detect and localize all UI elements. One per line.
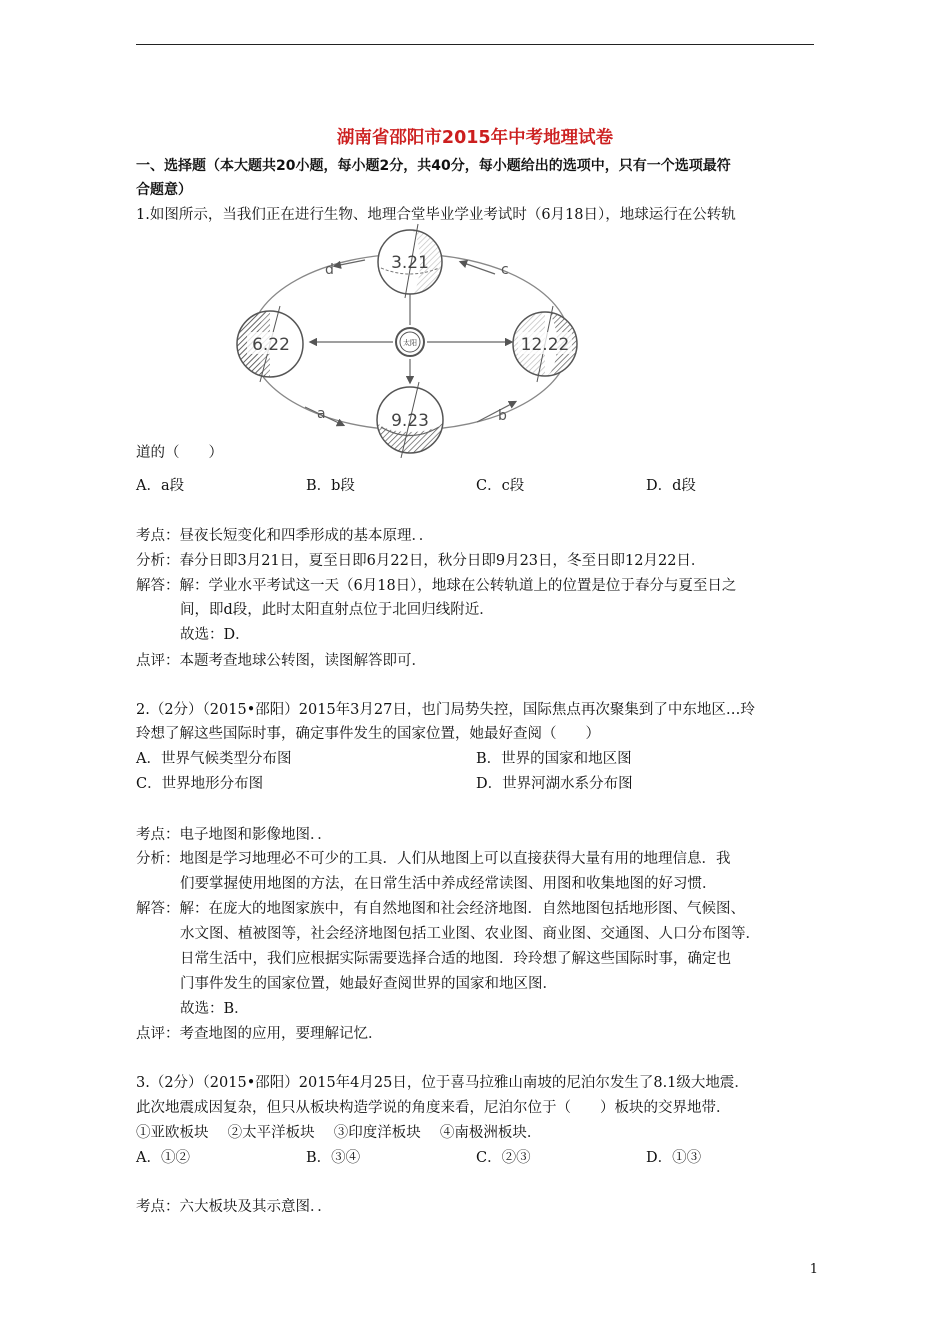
q1-fenxi: 分析：春分日即3月21日，夏至日即6月22日，秋分日即9月23日，冬至日即12月22日． (136, 553, 706, 569)
q3-option-c: C．②③ (476, 1150, 531, 1166)
q1-kaodian: 考点：昼夜长短变化和四季形成的基本原理．． (136, 528, 434, 544)
q3-kaodian: 考点：六大板块及其示意图．． (136, 1199, 332, 1215)
q2-stem-cont: 玲想了解这些国际时事，确定事件发生的国家位置，她最好查阅（ ） (136, 726, 600, 742)
q2-stem: 2.（2分）（2015•邵阳）2015年3月27日，也门局势失控，国际焦点再次聚集到了中东地区…玲 (136, 702, 755, 718)
earth-march-21 (378, 224, 442, 298)
orbit-arrow-b (477, 402, 515, 422)
q3-option-d: D．①③ (646, 1150, 702, 1166)
segment-label-b: b (498, 408, 507, 424)
q2-option-c: C．世界地形分布图 (136, 776, 264, 792)
q2-option-d: D．世界河湖水系分布图 (476, 776, 633, 792)
q1-option-c: C．c段 (476, 478, 525, 494)
q2-fenxi-cont: 们要掌握使用地图的方法，在日常生活中养成经常读图、用图和收集地图的好习惯． (180, 876, 717, 892)
earth-september-23 (377, 382, 443, 458)
segment-label-a: a (317, 406, 326, 422)
page-number: 1 (809, 1262, 818, 1277)
q2-jieda-line3: 日常生活中，我们应根据实际需要选择合适的地图．玲玲想了解这些国际时事，确定也 (180, 951, 731, 967)
q1-answer: 故选：D． (180, 627, 250, 643)
segment-label-c: c (501, 262, 509, 278)
q2-jieda: 解答：解：在庞大的地图家族中，有自然地图和社会经济地图．自然地图包括地形图、气候图、 (136, 901, 745, 917)
q2-fenxi: 分析：地图是学习地理必不可少的工具．人们从地图上可以直接获得大量有用的地理信息．我 (136, 851, 731, 867)
q2-dianping: 点评：考查地图的应用，要理解记忆． (136, 1026, 383, 1042)
section-heading-cont: 合题意） (136, 182, 192, 198)
q3-stem: 3.（2分）（2015•邵阳）2015年4月25日，位于喜马拉雅山南坡的尼泊尔发生了8.1级大地震． (136, 1075, 749, 1091)
page-title: 湖南省邵阳市2015年中考地理试卷 (336, 128, 614, 148)
q1-dianping: 点评：本题考查地球公转图，读图解答即可． (136, 653, 426, 669)
section-heading: 一、选择题（本大题共20小题，每小题2分，共40分，每小题给出的选项中，只有一个选项最符 (136, 158, 731, 174)
earth-december-22 (513, 306, 577, 382)
q2-jieda-line2: 水文图、植被图等，社会经济地图包括工业图、农业图、商业图、交通图、人口分布图等． (180, 926, 760, 942)
orbit-arrow-c (461, 262, 495, 274)
q1-option-d: D．d段 (646, 478, 696, 494)
q2-answer: 故选：B． (180, 1001, 249, 1017)
q1-stem: 1.如图所示，当我们正在进行生物、地理合堂毕业学业考试时（6月18日），地球运行在公转轨 (136, 207, 736, 223)
q3-plates: ①亚欧板块 ②太平洋板块 ③印度洋板块 ④南极洲板块． (136, 1125, 542, 1141)
header-rule (136, 44, 814, 45)
q3-stem-cont: 此次地震成因复杂，但只从板块构造学说的角度来看，尼泊尔位于（ ）板块的交界地带． (136, 1100, 731, 1116)
earth-label-6-22: 6.22 (252, 335, 290, 355)
q1-jieda: 解答：解：学业水平考试这一天（6月18日），地球在公转轨道上的位置是位于春分与夏至日之 (136, 578, 737, 594)
earth-orbit-diagram (225, 222, 595, 458)
q3-option-a: A．①② (136, 1150, 190, 1166)
q3-option-b: B．③④ (306, 1150, 361, 1166)
earth-label-3-21: 3.21 (391, 253, 429, 273)
q2-option-b: B．世界的国家和地区图 (476, 751, 632, 767)
q1-option-a: A．a段 (136, 478, 185, 494)
earth-label-9-23: 9.23 (391, 411, 429, 431)
q1-jieda-cont: 间，即d段，此时太阳直射点位于北回归线附近． (180, 602, 494, 618)
q2-jieda-line4: 门事件发生的国家位置，她最好查阅世界的国家和地区图． (180, 976, 557, 992)
q1-option-b: B．b段 (306, 478, 355, 494)
earth-june-22 (237, 306, 303, 382)
q2-kaodian: 考点：电子地图和影像地图．． (136, 827, 332, 843)
q1-stem-cont: 道的（ ） (136, 445, 223, 461)
segment-label-d: d (325, 262, 334, 278)
sun-label: 太阳 (403, 339, 417, 347)
earth-label-12-22: 12.22 (520, 335, 570, 355)
q2-option-a: A．世界气候类型分布图 (136, 751, 292, 767)
